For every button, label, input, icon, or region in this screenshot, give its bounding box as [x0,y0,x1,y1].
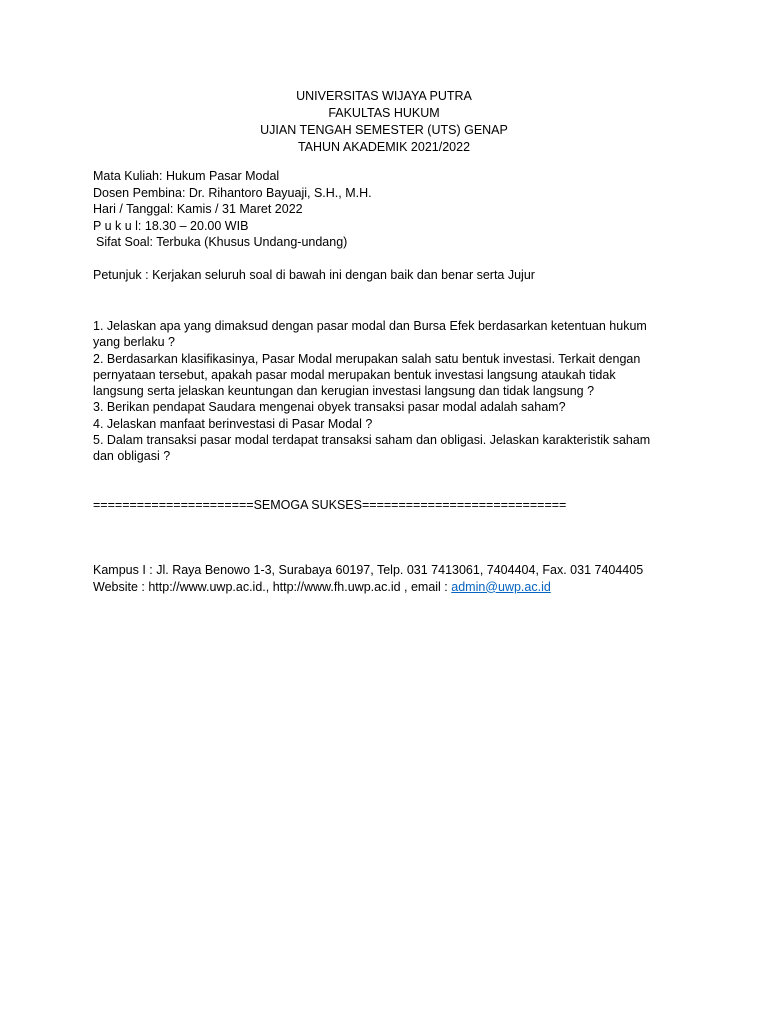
document-footer [93,562,693,595]
website-text: Website : http://www.uwp.ac.id., http://www.fh.uwp.ac.id , email : [93,579,452,594]
course-name: Mata Kuliah: Hukum Pasar Modal [93,169,280,183]
exam-nature: Sifat Soal: Terbuka (Khusus Undang-undang) [96,235,348,249]
exam-time: P u k u l: 18.30 – 20.00 WIB [93,218,249,233]
exam-info [93,168,693,251]
academic-year: TAHUN AKADEMIK 2021/2022 [297,140,471,154]
contact-line [93,579,693,596]
document-header [0,88,768,156]
lecturer-name: Dosen Pembina: Dr. Rihantoro Bayuaji, S.H., M.H. [93,185,372,200]
exam-instruction: Petunjuk : Kerjakan seluruh soal di bawah ini dengan baik dan benar serta Jujur [93,268,535,282]
question-2-line-2: pernyataan tersebut, apakah pasar modal merupakan bentuk investasi langsung ataukah tidak [93,367,616,382]
exam-date: Hari / Tanggal: Kamis / 31 Maret 2022 [93,202,303,216]
question-list [93,318,673,465]
question-1-line-1: 1. Jelaskan apa yang dimaksud dengan pasar modal dan Bursa Efek berdasarkan ketentuan hukum [93,319,647,333]
question-3: 3. Berikan pendapat Saudara mengenai obyek transaksi pasar modal adalah saham? [93,400,566,415]
question-2-line-1: 2. Berdasarkan klasifikasinya, Pasar Modal merupakan salah satu bentuk investasi. Terkait dengan [93,351,641,366]
question-1-line-2: yang berlaku ? [93,335,176,350]
faculty-name: FAKULTAS HUKUM [328,106,440,120]
question-4: 4. Jelaskan manfaat berinvestasi di Pasar Modal ? [93,416,373,431]
question-5-line-1: 5. Dalam transaksi pasar modal terdapat transaksi saham dan obligasi. Jelaskan karakteristik saham [93,433,651,448]
email-link[interactable]: admin@uwp.ac.id [451,579,551,594]
closing-message: ======================SEMOGA SUKSES============================ [93,498,567,512]
university-name: UNIVERSITAS WIJAYA PUTRA [296,89,472,103]
exam-title: UJIAN TENGAH SEMESTER (UTS) GENAP [260,123,508,137]
question-5-line-2: dan obligasi ? [93,449,171,464]
question-2-line-3: langsung serta jelaskan keuntungan dan kerugian investasi langsung dan tidak langsung ? [93,384,595,399]
campus-address: Kampus I : Jl. Raya Benowo 1-3, Surabaya 60197, Telp. 031 7413061, 7404404, Fax. 031 7404405 [93,563,644,577]
